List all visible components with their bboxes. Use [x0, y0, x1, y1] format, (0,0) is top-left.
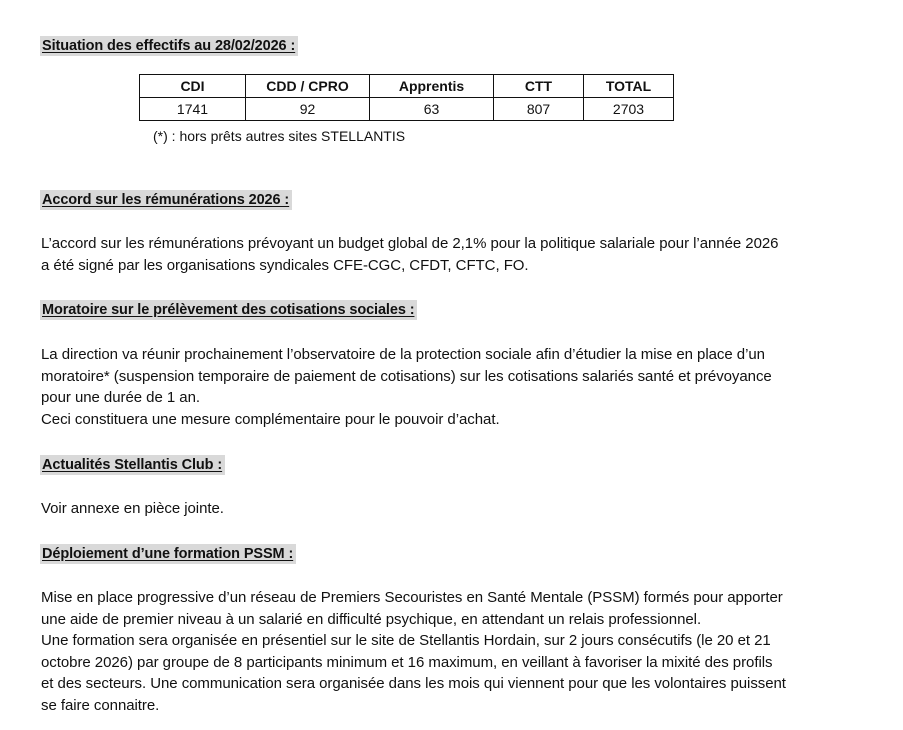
heading-stellantis-club: Actualités Stellantis Club :	[40, 455, 225, 475]
cell-cdd-cpro: 92	[246, 98, 370, 121]
text-line: se faire connaitre.	[41, 696, 160, 714]
effectifs-table	[139, 74, 674, 121]
paragraph-moratoire	[41, 344, 851, 430]
text-line: une aide de premier niveau à un salarié en difficulté psychique, en attendant un relais professionnel.	[41, 610, 702, 628]
table-footnote: (*) : hors prêts autres sites STELLANTIS	[153, 128, 406, 144]
text-line: moratoire* (suspension temporaire de paiement de cotisations) sur les cotisations salariés santé et prévoyance	[41, 367, 772, 385]
paragraph-remunerations	[41, 233, 851, 276]
col-header-total: TOTAL	[584, 75, 674, 98]
text-line: pour une durée de 1 an.	[41, 389, 200, 407]
text-line: Ceci constituera une mesure complémentaire pour le pouvoir d’achat.	[41, 410, 500, 428]
paragraph-pssm	[41, 587, 851, 717]
cell-total: 2703	[584, 98, 674, 121]
heading-pssm: Déploiement d’une formation PSSM :	[40, 544, 296, 564]
col-header-cdd-cpro: CDD / CPRO	[246, 75, 370, 98]
text-line: Voir annexe en pièce jointe.	[41, 500, 224, 517]
text-line: La direction va réunir prochainement l’observatoire de la protection sociale afin d’étudier la mise en place d’un	[41, 346, 765, 363]
text-line: octobre 2026) par groupe de 8 participants minimum et 16 maximum, en veillant à favoriser la mixité des profils	[41, 653, 773, 671]
table-header-row	[140, 75, 674, 98]
text-line: Mise en place progressive d’un réseau de Premiers Secouristes en Santé Mentale (PSSM) formés pour apporter	[41, 589, 783, 606]
col-header-apprentis: Apprentis	[370, 75, 494, 98]
col-header-cdi: CDI	[140, 75, 246, 98]
text-line: a été signé par les organisations syndicales CFE-CGC, CFDT, CFTC, FO.	[41, 256, 529, 274]
table-row	[140, 98, 674, 121]
text-line: Une formation sera organisée en présentiel sur le site de Stellantis Hordain, sur 2 jours consécutifs (le 20 et 21	[41, 632, 771, 650]
heading-moratoire: Moratoire sur le prélèvement des cotisations sociales :	[40, 300, 417, 320]
cell-apprentis: 63	[370, 98, 494, 121]
text-line: L’accord sur les rémunérations prévoyant un budget global de 2,1% pour la politique salariale pour l’année 2026	[41, 235, 779, 252]
col-header-ctt: CTT	[494, 75, 584, 98]
heading-effectifs: Situation des effectifs au 28/02/2026 :	[40, 36, 298, 56]
text-line: et des secteurs. Une communication sera organisée dans les mois qui viennent pour que les volontaires puissent	[41, 675, 786, 693]
heading-remunerations: Accord sur les rémunérations 2026 :	[40, 190, 292, 210]
cell-cdi: 1741	[140, 98, 246, 121]
cell-ctt: 807	[494, 98, 584, 121]
paragraph-stellantis-club	[41, 498, 851, 520]
